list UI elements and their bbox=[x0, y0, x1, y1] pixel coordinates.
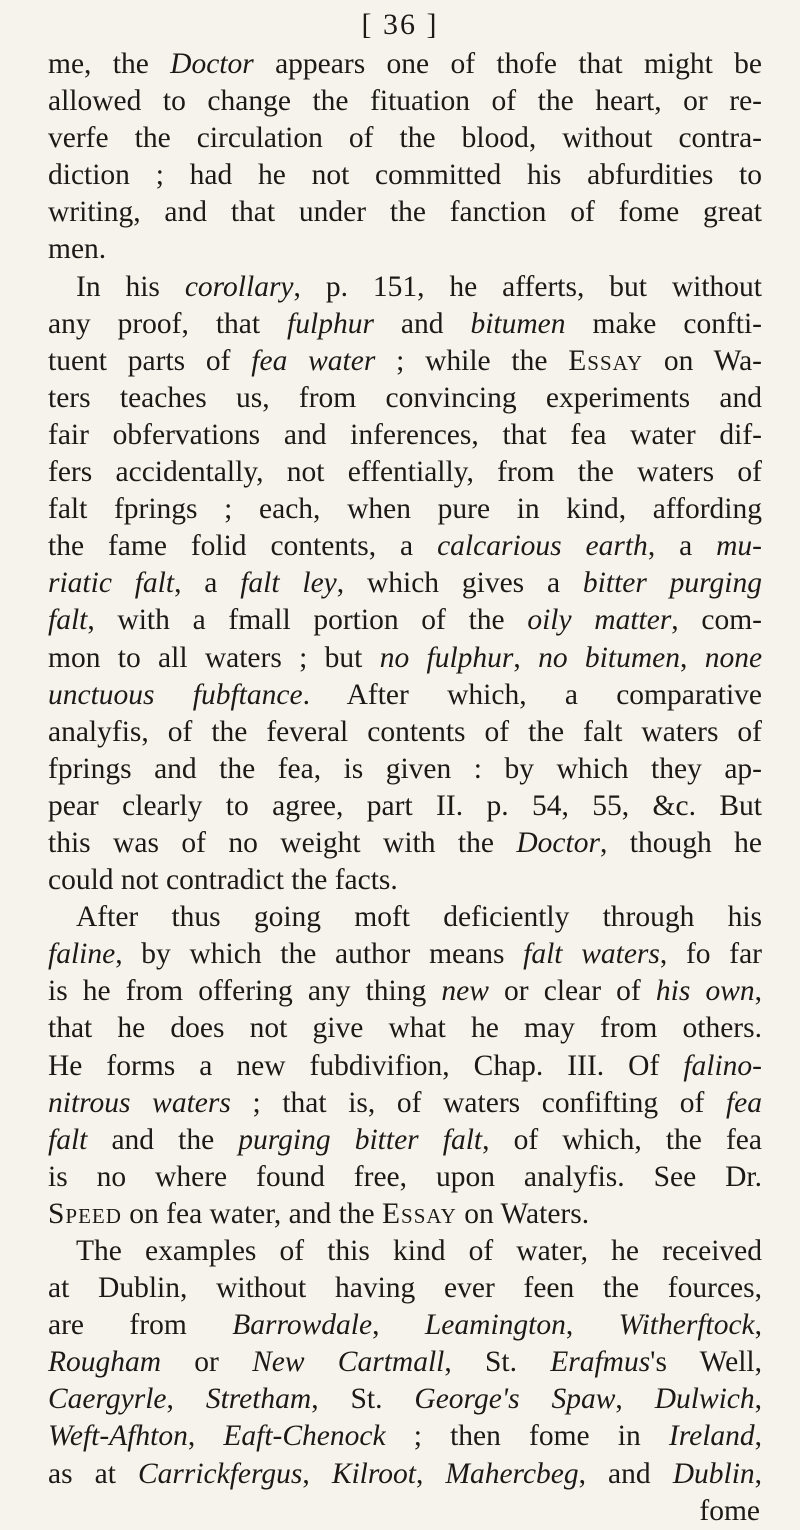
text-line: Rougham or New Cartmall, St. Erafmus's Well, bbox=[48, 1346, 763, 1379]
text-line: The examples of this kind of water, he received bbox=[76, 1235, 762, 1267]
text-line: at Dublin, without having ever feen the fources, bbox=[48, 1272, 762, 1305]
text-line: falt, with a fmall portion of the oily matter, com- bbox=[48, 604, 762, 637]
page-number: [ 36 ] bbox=[361, 8, 439, 41]
text-line: as at Carrickfergus, Kilroot, Mahercbeg, and Dublin, bbox=[48, 1457, 763, 1490]
text-line: After thus going moft deficiently through his bbox=[76, 901, 762, 934]
text-line: nitrous waters ; that is, of waters confifting of fea bbox=[48, 1086, 763, 1119]
text-line: is no where found free, upon analyfis. See Dr. bbox=[48, 1160, 762, 1193]
text-line: men. bbox=[48, 233, 107, 266]
text-line: Caergyrle, Stretham, St. George's Spaw, Dulwich, bbox=[48, 1383, 763, 1416]
text-line: writing, and that under the fanction of fome great bbox=[48, 196, 762, 229]
text-line: diction ; had he not committed his abfurdities to bbox=[48, 159, 762, 192]
text-line: me, the Doctor appears one of thofe that might be bbox=[48, 48, 762, 80]
text-line: ters teaches us, from convincing experiments and bbox=[48, 381, 762, 414]
text-line: verfe the circulation of the blood, without contra- bbox=[48, 122, 762, 155]
text-line: riatic falt, a falt ley, which gives a bitter purging bbox=[48, 567, 762, 600]
text-line: are from Barrowdale, Leamington, Witherftock, bbox=[48, 1309, 763, 1342]
body-text bbox=[48, 46, 762, 1530]
text-line: fair obfervations and inferences, that fea water dif- bbox=[48, 418, 762, 451]
text-line: pear clearly to agree, part II. p. 54, 55, &c. But bbox=[48, 789, 762, 822]
text-line: tuent parts of fea water ; while the Essay on Wa- bbox=[48, 344, 762, 377]
text-line: is he from offering any thing new or clear of his own, bbox=[48, 975, 763, 1008]
text-line: falt fprings ; each, when pure in kind, affording bbox=[48, 493, 762, 526]
text-line: Speed on fea water, and the Essay on Waters. bbox=[48, 1197, 590, 1230]
text-line: Weft-Afhton, Eaft-Chenock ; then fome in Ireland, bbox=[48, 1420, 763, 1453]
text-line: fprings and the fea, is given : by which they ap- bbox=[48, 752, 762, 785]
text-line: that he does not give what he may from others. bbox=[48, 1012, 762, 1045]
text-line: unctuous fubftance. After which, a comparative bbox=[48, 678, 763, 711]
catchword: fome bbox=[699, 1494, 760, 1527]
text-line: falt and the purging bitter falt, of which, the fea bbox=[48, 1123, 762, 1156]
text-line: could not contradict the facts. bbox=[48, 864, 398, 897]
text-line: mon to all waters ; but no fulphur, no bitumen, none bbox=[48, 641, 763, 674]
text-line: any proof, that fulphur and bitumen make confti- bbox=[48, 307, 763, 340]
text-line: this was of no weight with the Doctor, though he bbox=[48, 826, 762, 859]
text-line: allowed to change the fituation of the heart, or re- bbox=[48, 85, 762, 118]
text-line: the fame folid contents, a calcarious earth, a mu- bbox=[48, 530, 763, 563]
text-line: He forms a new fubdivifion, Chap. III. Of falino- bbox=[48, 1049, 762, 1082]
text-line: faline, by which the author means falt waters, fo far bbox=[48, 938, 762, 971]
text-line: fers accidentally, not effentially, from the waters of bbox=[48, 456, 762, 489]
text-line: analyfis, of the feveral contents of the falt waters of bbox=[48, 715, 762, 748]
text-line: In his corollary, p. 151, he afferts, but without bbox=[76, 270, 762, 303]
